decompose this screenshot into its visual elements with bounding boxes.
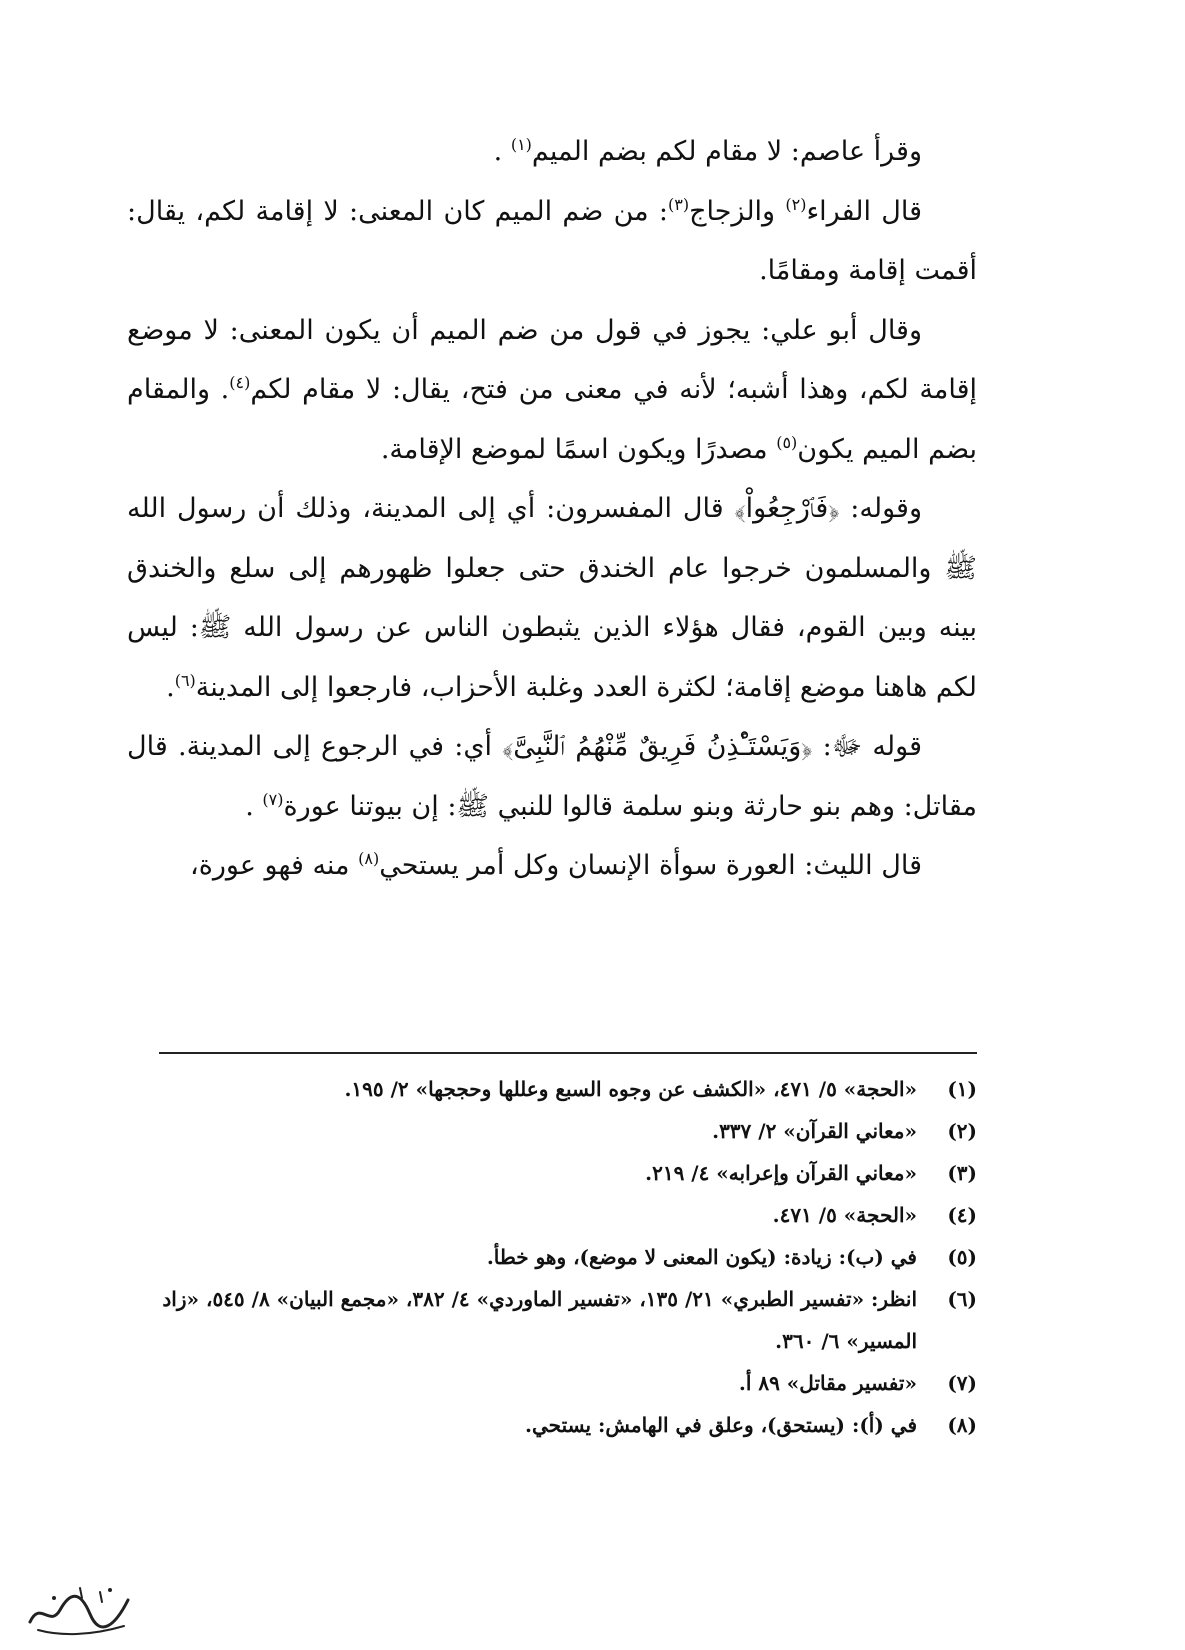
footnote-item — [117, 1278, 977, 1362]
footnote-item — [117, 1404, 977, 1446]
footnote-reference[interactable]: (٥) — [776, 432, 798, 452]
footnote-number: (٢) — [947, 1119, 977, 1143]
body-paragraph — [127, 836, 977, 896]
footnotes-list — [117, 1068, 977, 1446]
paragraph-text: . — [245, 790, 263, 822]
footnote-item — [117, 1236, 977, 1278]
footnote-reference[interactable]: (٣) — [667, 194, 690, 214]
footnote-reference[interactable]: (٢) — [785, 194, 807, 214]
body-paragraph — [127, 182, 977, 301]
paragraph-text: وقوله: ﴿فَٱرْجِعُواْ﴾ قال المفسرون: أي إلى المدينة، وذلك أن رسول الله ﷺ والمسلمون خرجوا عام الخندق حتى جعلوا ظهورهم إلى سلع والخندق بينه وبين القوم، فقال هؤلاء الذين يثبطون الناس عن رسول الله ﷺ: ليس لكم هاهنا موضع إقامة؛ لكثرة العدد وغلبة الأحزاب، فارجعوا إلى المدينة — [127, 493, 977, 703]
paragraph-text: قال الليث: العورة سوأة الإنسان وكل أمر يستحي — [379, 850, 922, 881]
paragraph-text: وقرأ عاصم: لا مقام لكم بضم الميم — [531, 136, 922, 167]
footnote-number: (١) — [947, 1077, 977, 1101]
paragraph-text: منه فهو عورة، — [190, 850, 359, 881]
footnote-number: (٦) — [947, 1287, 977, 1311]
paragraph-text: مصدرًا ويكون اسمًا لموضع الإقامة. — [380, 433, 777, 465]
footnote-text: انظر: «تفسير الطبري» ٢١/ ١٣٥، «تفسير الماوردي» ٤/ ٣٨٢، «مجمع البيان» ٨/ ٥٤٥، «زاد المسير» ٦/ ٣٦٠. — [162, 1287, 917, 1353]
body-paragraph — [127, 479, 977, 717]
footnote-item — [117, 1110, 977, 1152]
paragraph-text: . والمقام بضم الميم يكون — [127, 374, 977, 465]
footnote-text: «معاني القرآن» ٢/ ٣٣٧. — [712, 1119, 917, 1143]
footnote-text: في (ب): زيادة: (يكون المعنى لا موضع)، وهو خطأ. — [486, 1245, 917, 1269]
footnote-divider — [159, 1052, 977, 1054]
footnote-text: «الحجة» ٥/ ٤٧١، «الكشف عن وجوه السبع وعللها وحججها» ٢/ ١٩٥. — [344, 1077, 917, 1101]
footnote-item — [117, 1194, 977, 1236]
main-text — [127, 122, 977, 896]
footnote-number: (٨) — [947, 1413, 977, 1437]
paragraph-text: : من ضم الميم كان المعنى: لا إقامة لكم، يقال: أقمت إقامة ومقامًا. — [127, 195, 977, 286]
footnote-item — [117, 1152, 977, 1194]
footnote-number: (٥) — [947, 1245, 977, 1269]
footnote-text: «تفسير مقاتل» ٨٩ أ. — [738, 1371, 917, 1395]
footnote-reference[interactable]: (٦) — [174, 670, 196, 690]
paragraph-text: قال الفراء — [806, 195, 922, 227]
footnote-text: «الحجة» ٥/ ٤٧١. — [772, 1203, 917, 1227]
almoshaha-logo-icon — [20, 1580, 140, 1640]
body-paragraph — [127, 301, 977, 480]
footnote-reference[interactable]: (٨) — [358, 849, 380, 868]
footnote-reference[interactable]: (١) — [510, 135, 532, 154]
footnote-number: (٣) — [947, 1161, 977, 1185]
footnote-number: (٧) — [947, 1371, 977, 1395]
footnote-number: (٤) — [947, 1203, 977, 1227]
footnote-reference[interactable]: (٧) — [262, 789, 284, 809]
body-paragraph — [127, 122, 977, 182]
body-paragraph — [127, 717, 977, 836]
footnote-item — [117, 1362, 977, 1404]
footnote-reference[interactable]: (٤) — [229, 373, 251, 392]
footnote-text: «معاني القرآن وإعرابه» ٤/ ٢١٩. — [645, 1161, 917, 1185]
paragraph-text: . — [493, 136, 511, 167]
footnote-text: في (أ): (يستحق)، وعلق في الهامش: يستحي. — [525, 1413, 917, 1437]
paragraph-text: وقال أبو علي: يجوز في قول من ضم الميم أن يكون المعنى: لا موضع إقامة لكم، وهذا أشبه؛ لأنه في معنى من فتح، يقال: لا مقام لكم — [127, 314, 977, 405]
paragraph-text: قوله ﷻ: ﴿وَيَسْتَـْٔذِنُ فَرِيقٌ مِّنْهُمُ ٱلنَّبِىَّ﴾ أي: في الرجوع إلى المدينة. قال مقاتل: وهم بنو حارثة وبنو سلمة قالوا للنبي ﷺ: إن بيوتنا عورة — [127, 731, 977, 822]
footnote-item — [117, 1068, 977, 1110]
paragraph-text: . — [166, 671, 175, 703]
paragraph-text: والزجاج — [689, 195, 786, 227]
